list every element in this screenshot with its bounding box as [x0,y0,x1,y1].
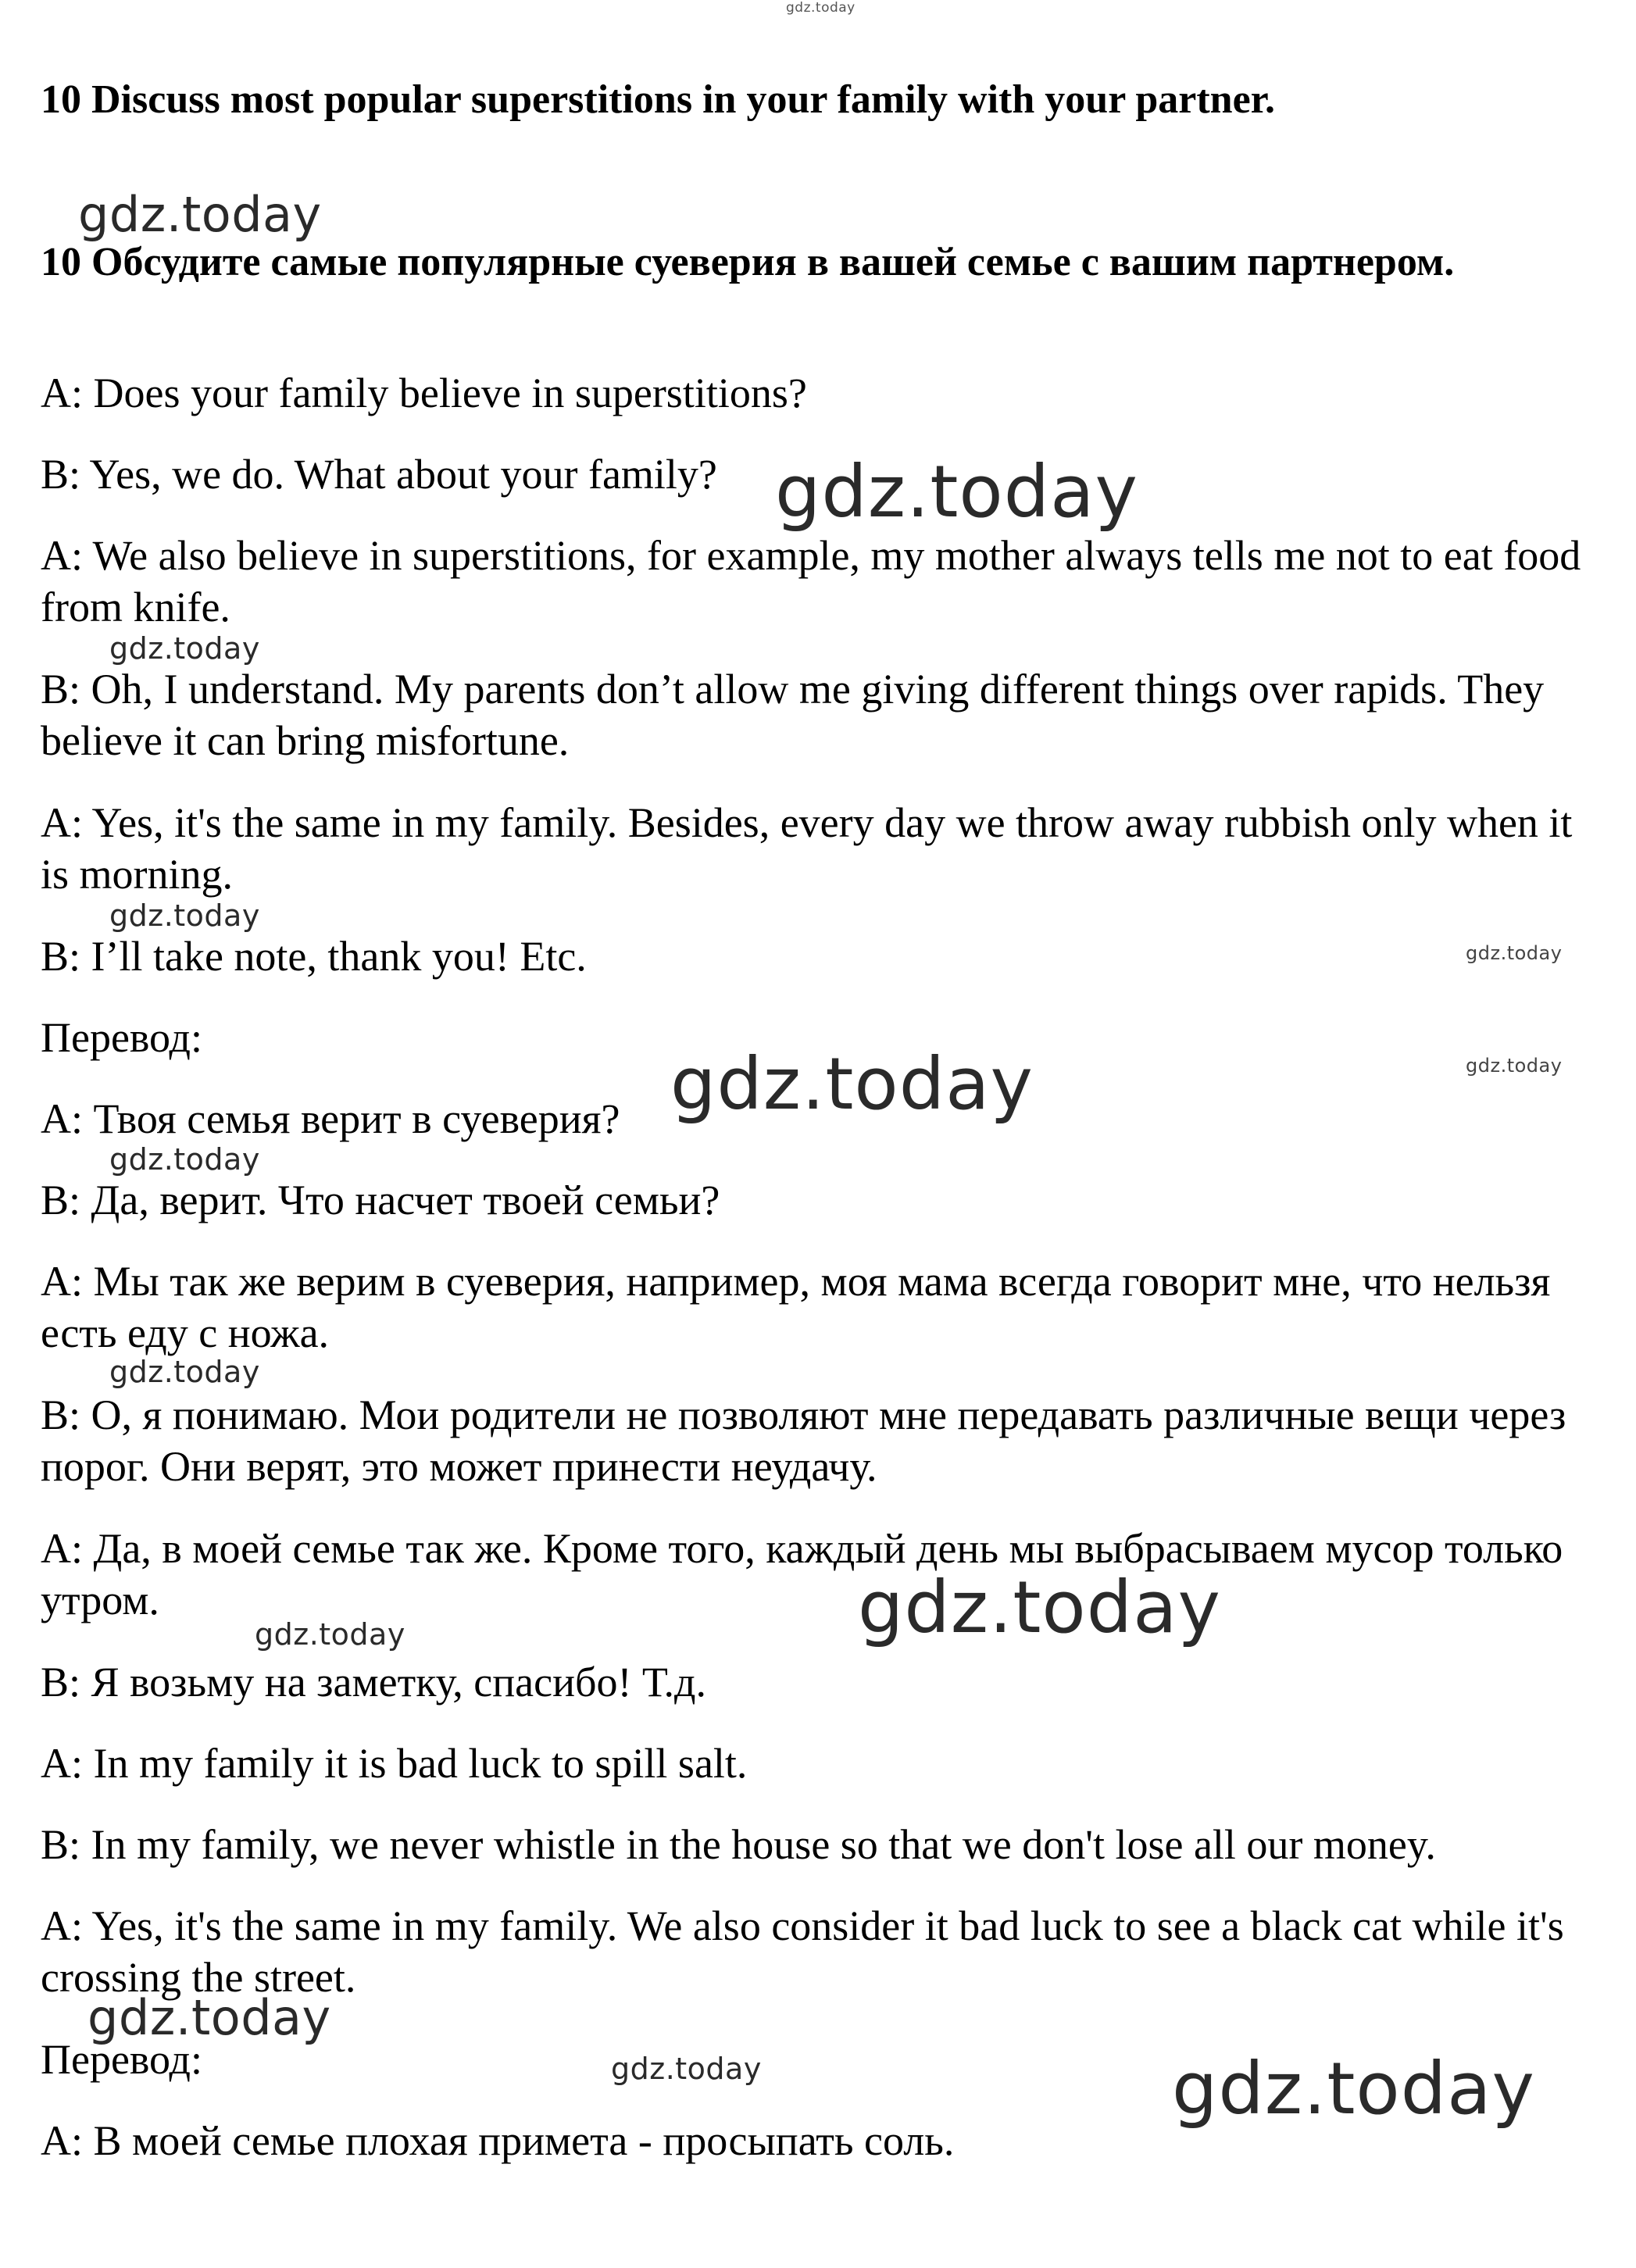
translation1-line: A: Да, в моей семье так же. Кроме того, каждый день мы выбрасываем мусор только утром. [41,1525,1563,1623]
watermark: gdz.today [109,898,260,933]
watermark: gdz.today [1466,942,1563,964]
dialogue1-line: B: Oh, I understand. My parents don’t allow me giving different things over rapids. They believe it can bring misfortune. [41,666,1545,764]
watermark: gdz.today [255,1617,405,1652]
translation1-line: B: Я возьму на заметку, спасибо! Т.д. [41,1659,706,1705]
translation1-line: B: Да, верит. Что насчет твоей семьи? [41,1177,720,1223]
watermark: gdz.today [1172,2047,1535,2130]
dialogue2-line: A: In my family it is bad luck to spill salt. [41,1740,748,1787]
dialogue1-line: A: Does your family believe in superstitions? [41,370,807,416]
translation1-line: B: О, я понимаю. Мои родители не позволяют мне передавать различные вещи через порог. Они верят, это может принести неудачу. [41,1391,1566,1490]
watermark: gdz.today [786,0,856,16]
heading-english: 10 Discuss most popular superstitions in your family with your partner. [41,77,1275,122]
translation1-line: A: Твоя семья верит в суеверия? [41,1095,620,1142]
dialogue2-line: B: In my family, we never whistle in the house so that we don't lose all our money. [41,1821,1436,1868]
watermark: gdz.today [109,1142,260,1177]
watermark: gdz.today [775,450,1138,534]
dialogue1-line: A: We also believe in superstitions, for example, my mother always tells me not to eat food from knife. [41,532,1581,630]
translation-label: Перевод: [41,1014,202,1061]
watermark: gdz.today [78,186,322,243]
dialogue1-line: B: I’ll take note, thank you! Etc. [41,933,587,980]
dialogue2-line: A: Yes, it's the same in my family. We also consider it bad luck to see a black cat while it's crossing the street. [41,1902,1564,2001]
translation-label: Перевод: [41,2036,202,2083]
watermark: gdz.today [1466,1055,1563,1077]
watermark: gdz.today [109,631,260,666]
translation2-line: A: В моей семье плохая примета - просыпать соль. [41,2117,955,2164]
watermark: gdz.today [858,1566,1221,1649]
watermark: gdz.today [109,1355,260,1389]
watermark: gdz.today [611,2052,762,2086]
watermark: gdz.today [670,1042,1034,1126]
watermark: gdz.today [88,1989,331,2046]
translation1-line: A: Мы так же верим в суеверия, например, моя мама всегда говорит мне, что нельзя есть еду с ножа. [41,1258,1551,1356]
dialogue1-line: A: Yes, it's the same in my family. Besides, every day we throw away rubbish only when it is morning. [41,799,1573,898]
heading-russian: 10 Обсудите самые популярные суеверия в вашей семье с вашим партнером. [41,240,1455,284]
dialogue1-line: B: Yes, we do. What about your family? [41,451,717,498]
